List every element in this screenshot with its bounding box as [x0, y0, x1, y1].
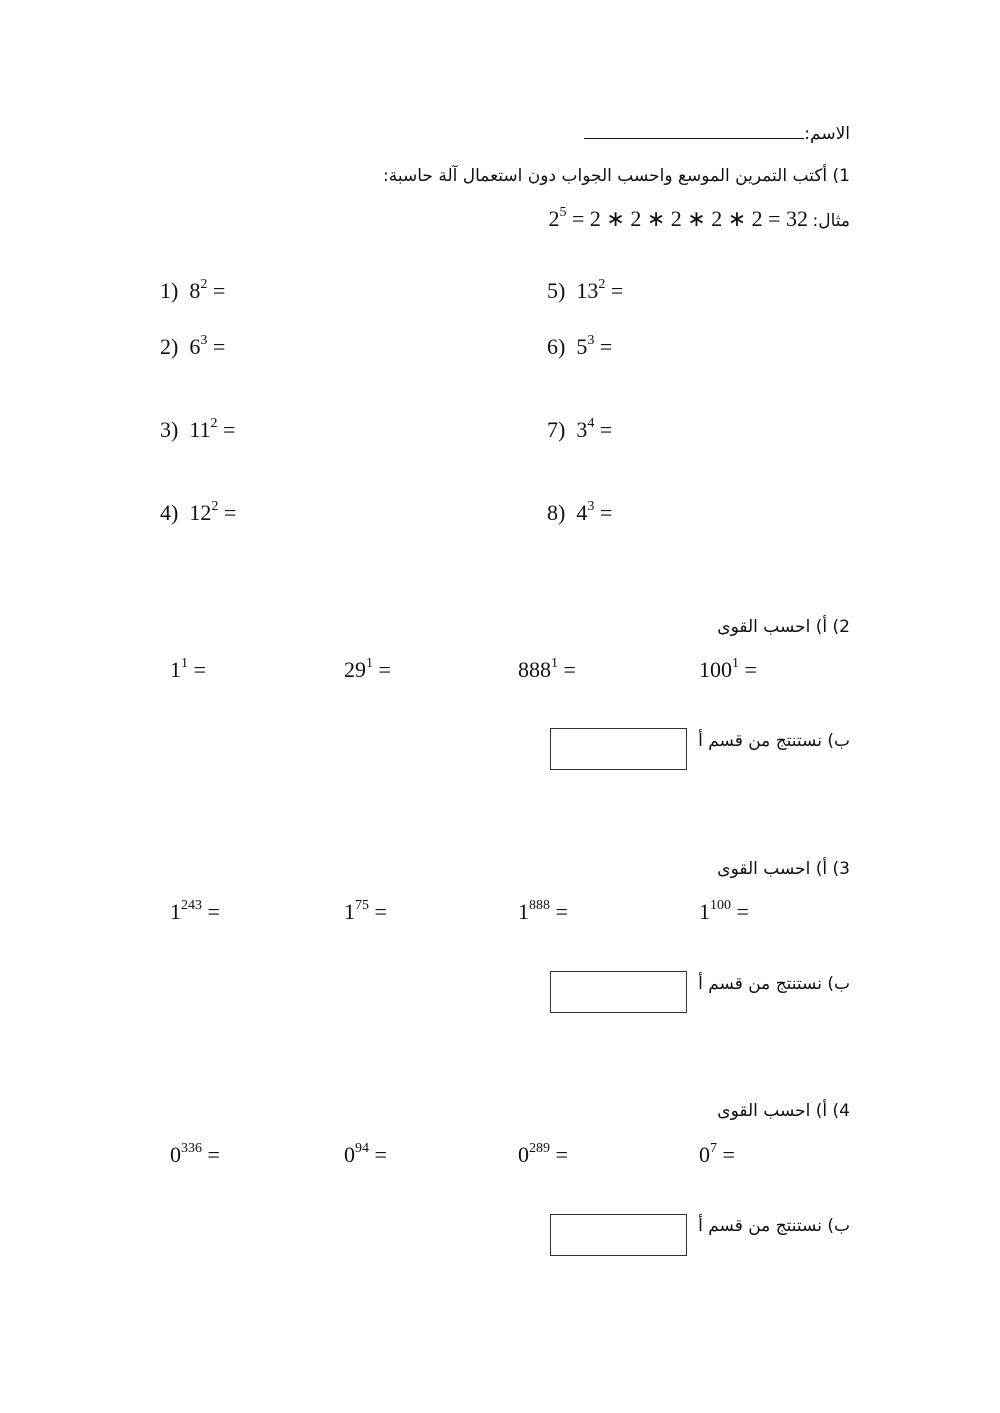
- q1-item-8: 8) $4^3$ =: [547, 499, 613, 525]
- q2-power-3: $888^1$ =: [518, 656, 576, 682]
- q4-conclude-label: ب) نستنتج من قسم أ: [698, 1216, 850, 1236]
- q4-power-2: $0^{94}$ =: [344, 1141, 387, 1167]
- q1-item-1: 1) $8^2$ =: [160, 277, 226, 303]
- q3-conclude-label: ب) نستنتج من قسم أ: [698, 974, 850, 994]
- example-equation: $2^5 = 2$ ∗ 2 ∗ 2 ∗ 2 ∗ 2 = 32: [548, 205, 809, 231]
- q2-power-2: $29^1$ =: [344, 656, 391, 682]
- q4-power-4: $0^7$ =: [699, 1141, 735, 1167]
- q3-heading: 3) أ) احسب القوى: [717, 859, 850, 879]
- name-row: [584, 122, 850, 144]
- q3-power-1: $1^{243}$ =: [170, 898, 220, 924]
- q2-answer-box[interactable]: [550, 728, 687, 770]
- q1-item-3: 3) $11^2$ =: [160, 416, 236, 442]
- q4-power-1: $0^{336}$ =: [170, 1141, 220, 1167]
- q4-power-3: $0^{289}$ =: [518, 1141, 568, 1167]
- name-blank-line[interactable]: [584, 122, 804, 139]
- name-label: الاسم:: [804, 124, 850, 144]
- q3-power-3: $1^{888}$ =: [518, 898, 568, 924]
- q1-item-5: 5) $13^2$ =: [547, 277, 624, 303]
- q3-power-4: $1^{100}$ =: [699, 898, 749, 924]
- example-label: مثال:: [812, 211, 850, 231]
- q1-item-6: 6) $5^3$ =: [547, 333, 613, 359]
- q4-heading: 4) أ) احسب القوى: [717, 1101, 850, 1121]
- q3-power-2: $1^{75}$ =: [344, 898, 387, 924]
- q2-power-4: $100^1$ =: [699, 656, 757, 682]
- q1-instruction: 1) أكتب التمرين الموسع واحسب الجواب دون استعمال آلة حاسبة:: [383, 166, 850, 186]
- q2-heading: 2) أ) احسب القوى: [717, 617, 850, 637]
- q1-item-7: 7) $3^4$ =: [547, 416, 613, 442]
- q1-item-4: 4) $12^2$ =: [160, 499, 237, 525]
- q4-answer-box[interactable]: [550, 1214, 687, 1256]
- q2-power-1: $1^1$ =: [170, 656, 206, 682]
- q1-example: [548, 206, 850, 232]
- q3-answer-box[interactable]: [550, 971, 687, 1013]
- q2-conclude-label: ب) نستنتج من قسم أ: [698, 731, 850, 751]
- q1-item-2: 2) $6^3$ =: [160, 333, 226, 359]
